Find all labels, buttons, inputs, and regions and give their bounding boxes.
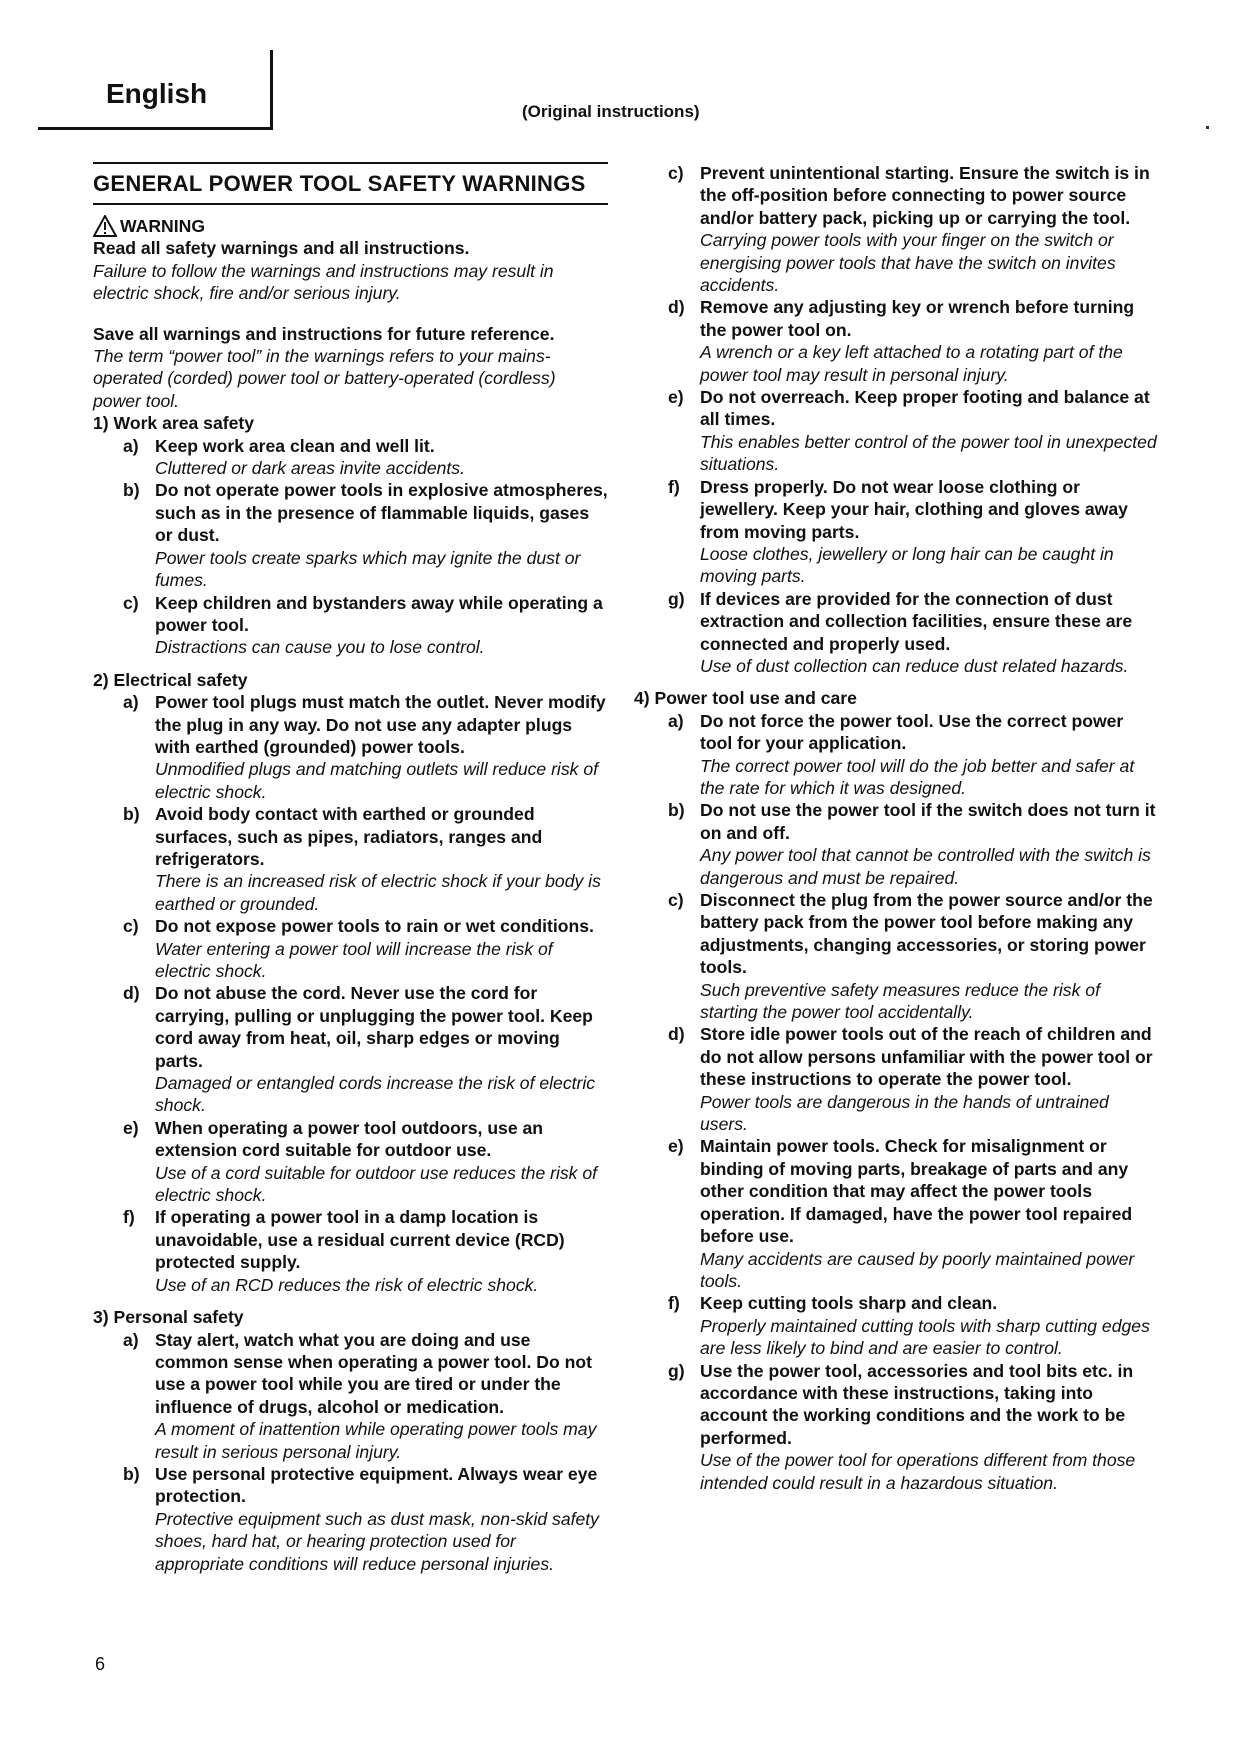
list-item bbox=[638, 386, 1158, 476]
item-instruction: Prevent unintentional starting. Ensure the switch is in the off-position before connecting to power source and/or battery pack, picking up or carrying the tool. bbox=[700, 163, 1150, 228]
item-label: g) bbox=[668, 588, 685, 609]
item-label: a) bbox=[123, 1329, 139, 1350]
item-label: f) bbox=[123, 1207, 135, 1228]
item-explanation: Such preventive safety measures reduce the risk of starting the power tool accidentally. bbox=[700, 979, 1100, 1023]
list-item bbox=[638, 162, 1158, 296]
item-label: a) bbox=[668, 710, 684, 731]
left-column bbox=[93, 162, 608, 1575]
intro-term-note: The term “power tool” in the warnings refers to your mains-operated (corded) power tool or battery-operated (cordless) power tool. bbox=[93, 346, 556, 411]
item-label: d) bbox=[668, 1024, 685, 1045]
item-label: d) bbox=[668, 297, 685, 318]
list-item bbox=[638, 710, 1158, 800]
item-explanation: Properly maintained cutting tools with sharp cutting edges are less likely to bind and are easier to control. bbox=[700, 1315, 1150, 1359]
list-item bbox=[638, 1360, 1158, 1494]
warning-label: WARNING bbox=[120, 216, 206, 236]
right-column bbox=[634, 162, 1158, 1494]
item-explanation: Many accidents are caused by poorly maintained power tools. bbox=[700, 1248, 1135, 1291]
page-number: 6 bbox=[95, 1654, 106, 1674]
language-tab bbox=[38, 50, 273, 130]
margin-dot bbox=[1206, 126, 1209, 129]
item-instruction: Do not abuse the cord. Never use the cord for carrying, pulling or unplugging the power tool. Keep cord away from heat, oil, sharp edges or moving parts. bbox=[155, 983, 593, 1071]
item-label: b) bbox=[123, 480, 140, 501]
warning-triangle-icon bbox=[93, 215, 117, 237]
item-label: d) bbox=[123, 983, 140, 1004]
item-explanation: This enables better control of the power tool in unexpected situations. bbox=[700, 431, 1157, 475]
item-instruction: Do not overreach. Keep proper footing and balance at all times. bbox=[700, 387, 1150, 430]
intro-save-warnings: Save all warnings and instructions for future reference. bbox=[93, 323, 555, 344]
item-instruction: Use the power tool, accessories and tool bits etc. in accordance with these instructions, taking into account the working conditions and the work to be performed. bbox=[700, 1360, 1134, 1448]
item-instruction: Avoid body contact with earthed or grounded surfaces, such as pipes, radiators, ranges and refrigerators. bbox=[155, 804, 543, 869]
item-instruction: Maintain power tools. Check for misalignment or binding of moving parts, breakage of parts and any other condition that may affect the power tools operation. If damaged, have the power tool repaired before use. bbox=[700, 1136, 1133, 1247]
section-heading-personal: 3) Personal safety bbox=[93, 1307, 244, 1328]
original-instructions-note: (Original instructions) bbox=[522, 102, 700, 121]
intro-read-warnings: Read all safety warnings and all instructions. bbox=[93, 238, 470, 259]
list-item bbox=[93, 982, 608, 1116]
list-item bbox=[93, 803, 608, 915]
item-explanation: Water entering a power tool will increase the risk of electric shock. bbox=[155, 938, 553, 981]
page-title: GENERAL POWER TOOL SAFETY WARNINGS bbox=[93, 162, 608, 205]
list-item bbox=[93, 592, 608, 659]
item-label: b) bbox=[668, 800, 685, 821]
item-explanation: Damaged or entangled cords increase the risk of electric shock. bbox=[155, 1073, 596, 1116]
intro-failure-note: Failure to follow the warnings and instructions may result in electric shock, fire and/or serious injury. bbox=[93, 260, 554, 304]
list-item bbox=[93, 1329, 608, 1463]
item-instruction: If operating a power tool in a damp location is unavoidable, use a residual current device (RCD) protected supply. bbox=[155, 1207, 565, 1273]
list-item bbox=[638, 889, 1158, 1023]
item-label: b) bbox=[123, 1463, 140, 1484]
item-explanation: Power tools are dangerous in the hands of untrained users. bbox=[700, 1091, 1109, 1135]
list-item bbox=[638, 799, 1158, 889]
list-item bbox=[93, 1206, 608, 1296]
item-label: g) bbox=[668, 1360, 685, 1381]
list-item bbox=[638, 588, 1158, 678]
item-explanation: There is an increased risk of electric shock if your body is earthed or grounded. bbox=[155, 871, 601, 914]
section-heading-electrical: 2) Electrical safety bbox=[93, 669, 248, 690]
list-item bbox=[638, 476, 1158, 588]
item-instruction: When operating a power tool outdoors, use an extension cord suitable for outdoor use. bbox=[155, 1117, 544, 1161]
item-instruction: Disconnect the plug from the power source and/or the battery pack from the power tool before making any adjustments, changing accessories, or storing power tools. bbox=[700, 890, 1153, 978]
item-label: f) bbox=[668, 1293, 680, 1314]
item-explanation: A wrench or a key left attached to a rotating part of the power tool may result in personal injury. bbox=[700, 342, 1123, 385]
item-explanation: Use of a cord suitable for outdoor use reduces the risk of electric shock. bbox=[155, 1162, 598, 1206]
item-label: c) bbox=[668, 163, 684, 183]
list-item bbox=[638, 1292, 1158, 1359]
item-explanation: Distractions can cause you to lose control. bbox=[155, 637, 485, 658]
item-explanation: Protective equipment such as dust mask, non-skid safety shoes, hard hat, or hearing protection used for appropriate conditions will reduce personal injuries. bbox=[155, 1508, 599, 1574]
item-label: a) bbox=[123, 692, 139, 713]
list-item bbox=[93, 915, 608, 982]
warning-heading bbox=[93, 215, 608, 237]
item-label: c) bbox=[668, 890, 684, 910]
item-explanation: Use of the power tool for operations different from those intended could result in a hazardous situation. bbox=[700, 1450, 1136, 1493]
list-item bbox=[93, 435, 608, 480]
item-label: e) bbox=[668, 387, 684, 408]
item-explanation: Use of an RCD reduces the risk of electric shock. bbox=[155, 1274, 539, 1295]
section-heading-tool-use: 4) Power tool use and care bbox=[634, 688, 857, 709]
item-explanation: Any power tool that cannot be controlled with the switch is dangerous and must be repaired. bbox=[700, 845, 1151, 888]
item-explanation: Use of dust collection can reduce dust related hazards. bbox=[700, 655, 1129, 676]
list-item bbox=[638, 1023, 1158, 1135]
list-item bbox=[93, 691, 608, 803]
item-instruction: Do not expose power tools to rain or wet conditions. bbox=[155, 916, 594, 937]
item-instruction: Keep work area clean and well lit. bbox=[155, 435, 435, 456]
list-item bbox=[93, 479, 608, 591]
item-instruction: Store idle power tools out of the reach of children and do not allow persons unfamiliar with the power tool or these instructions to operate the power tool. bbox=[700, 1024, 1153, 1090]
list-item bbox=[93, 1117, 608, 1207]
item-instruction: Do not use the power tool if the switch does not turn it on and off. bbox=[700, 800, 1156, 843]
item-label: c) bbox=[123, 592, 139, 613]
item-label: c) bbox=[123, 916, 139, 937]
item-instruction: Do not force the power tool. Use the correct power tool for your application. bbox=[700, 710, 1124, 754]
item-instruction: Stay alert, watch what you are doing and use common sense when operating a power tool. Do not use a power tool while you are tired or under the influence of drugs, alcohol or medication. bbox=[155, 1329, 592, 1417]
language-label: English bbox=[106, 78, 208, 109]
item-instruction: Dress properly. Do not wear loose clothing or jewellery. Keep your hair, clothing and gloves away from moving parts. bbox=[700, 476, 1128, 542]
item-explanation: Carrying power tools with your finger on the switch or energising power tools that have the switch on invites accidents. bbox=[700, 230, 1116, 296]
item-explanation: Loose clothes, jewellery or long hair can be caught in moving parts. bbox=[700, 543, 1114, 587]
section-heading-work-area: 1) Work area safety bbox=[93, 413, 255, 434]
item-explanation: The correct power tool will do the job better and safer at the rate for which it was designed. bbox=[700, 755, 1135, 798]
item-instruction: If devices are provided for the connection of dust extraction and collection facilities, ensure these are connected and properly used. bbox=[700, 588, 1133, 654]
item-instruction: Use personal protective equipment. Always wear eye protection. bbox=[155, 1463, 598, 1507]
item-instruction: Keep cutting tools sharp and clean. bbox=[700, 1293, 998, 1314]
list-item bbox=[93, 1463, 608, 1575]
list-item bbox=[638, 296, 1158, 386]
item-label: e) bbox=[668, 1136, 684, 1157]
item-label: a) bbox=[123, 435, 139, 456]
item-instruction: Do not operate power tools in explosive atmospheres, such as in the presence of flammable liquids, gases or dust. bbox=[155, 480, 608, 546]
item-explanation: Power tools create sparks which may ignite the dust or fumes. bbox=[155, 547, 581, 591]
item-instruction: Remove any adjusting key or wrench before turning the power tool on. bbox=[700, 297, 1135, 340]
item-instruction: Keep children and bystanders away while operating a power tool. bbox=[155, 592, 603, 635]
item-explanation: A moment of inattention while operating power tools may result in serious personal injury. bbox=[155, 1419, 597, 1462]
item-instruction: Power tool plugs must match the outlet. Never modify the plug in any way. Do not use any adapter plugs with earthed (grounded) power tools. bbox=[155, 692, 606, 757]
item-label: f) bbox=[668, 476, 680, 497]
item-explanation: Unmodified plugs and matching outlets will reduce risk of electric shock. bbox=[155, 759, 598, 802]
list-item bbox=[638, 1135, 1158, 1292]
item-label: e) bbox=[123, 1117, 139, 1138]
item-explanation: Cluttered or dark areas invite accidents. bbox=[155, 458, 465, 479]
item-label: b) bbox=[123, 804, 140, 825]
